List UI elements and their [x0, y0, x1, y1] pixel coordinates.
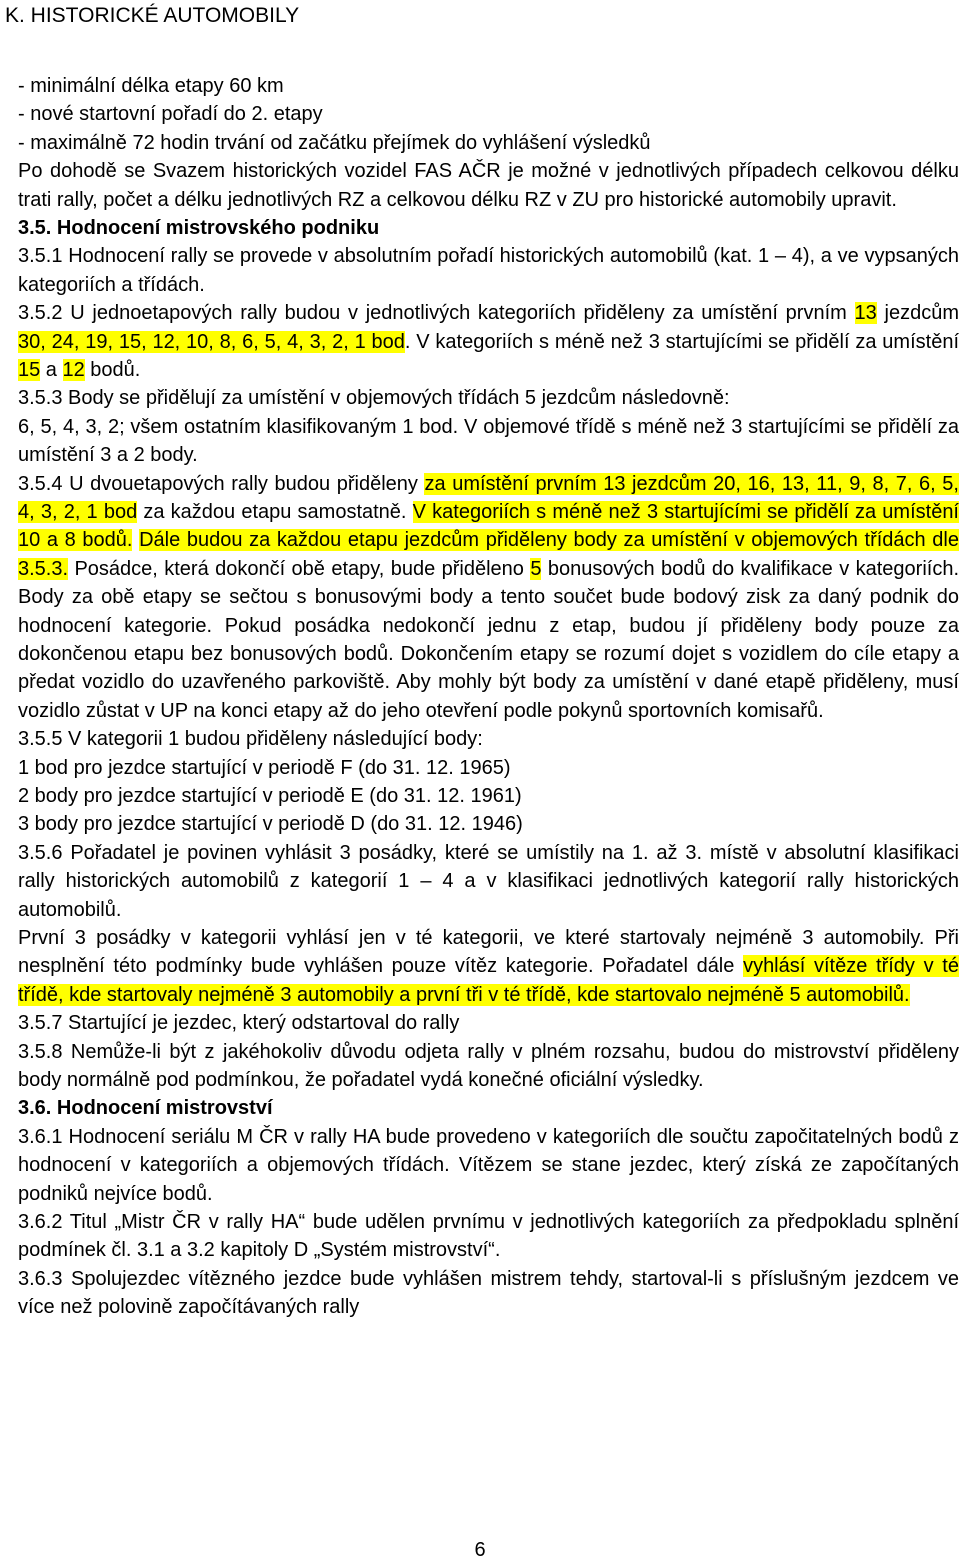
paragraph-3-5-6-continued: První 3 posádky v kategorii vyhlásí jen v té kategorii, ve které startovaly nejméně 3 automobily. Při nesplnění této podmínky bude vyhlášen pouze vítěz kategorie. Pořadatel dále vyhlásí vítěze třídy v té třídě, kde startovaly nejméně 3 automobily a první tři v té třídě, kde startovalo nejméně 5 automobilů. — [18, 927, 959, 1006]
paragraph-3-6-3: 3.6.3 Spolujezdec vítězného jezdce bude vyhlášen mistrem tehdy, startoval-li s příslušným jezdcem ve více než polovině započítávaných rally — [18, 1267, 959, 1319]
paragraph-3-5-7: 3.5.7 Startující je jezdec, který odstartoval do rally — [18, 1012, 460, 1035]
highlight: 30, 24, 19, 15, 12, 10, 8, 6, 5, 4, 3, 2, 1 bod — [18, 330, 405, 353]
highlight: 15 — [18, 359, 41, 381]
document-body — [18, 72, 959, 1322]
paragraph-3-5-6: 3.5.6 Pořadatel je povinen vyhlásit 3 posádky, které se umístily na 1. až 3. místě v absolutní klasifikaci rally historických automobilů z kategorií 1 – 4 a v klasifikaci jednotlivých kategorií rally historických automobilů. — [18, 841, 959, 921]
list-item: 2 body pro jezdce startující v periodě E (do 31. 12. 1961) — [18, 785, 522, 808]
paragraph-intro: Po dohodě se Svazem historických vozidel FAS AČR je možné v jednotlivých případech celkovou délku trati rally, počet a délku jednotlivých RZ a celkovou délku RZ v ZU pro historické automobily upravit. — [18, 160, 959, 211]
paragraph-3-6-1: 3.6.1 Hodnocení seriálu M ČR v rally HA bude provedeno v kategoriích dle součtu započitatelných bodů z hodnocení v kategoriích a objemových třídách. Vítězem se stane jezdec, který získá ze započítaných podniků nejvíce bodů. — [18, 1125, 959, 1205]
paragraph-3-5-8: 3.5.8 Nemůže-li být z jakéhokoliv důvodu odjeta rally v plném rozsahu, budou do mistrovství přiděleny body normálně pod podmínkou, že pořadatel vydá konečné oficiální výsledky. — [18, 1040, 959, 1092]
subsection-heading-3-6: 3.6. Hodnocení mistrovství — [18, 1097, 273, 1120]
section-title: K. HISTORICKÉ AUTOMOBILY — [5, 4, 300, 27]
list-item: 3 body pro jezdce startující v periodě D (do 31. 12. 1946) — [18, 813, 523, 836]
paragraph-3-6-2: 3.6.2 Titul „Mistr ČR v rally HA“ bude udělen prvnímu v jednotlivých kategoriích za předpokladu splnění podmínek čl. 3.1 a 3.2 kapitoly D „Systém mistrovství“. — [18, 1211, 959, 1262]
page-number: 6 — [474, 1539, 486, 1561]
highlight: 13 — [854, 302, 877, 325]
paragraph-3-5-3-head: 3.5.3 Body se přidělují za umístění v objemových třídách 5 jezdcům následovně: — [18, 387, 730, 410]
paragraph-3-5-5-head: 3.5.5 V kategorii 1 budou přiděleny následující body: — [18, 728, 483, 751]
highlight: V kategoriích s méně než 3 startujícími se přidělí za umístění 10 a 8 bodů. — [18, 501, 959, 552]
paragraph-3-5-3-body: 6, 5, 4, 3, 2; všem ostatním klasifikovaným 1 bod. V objemové třídě s méně než 3 startujícími se přidělí za umístění 3 a 2 body. — [18, 415, 959, 467]
list-item: - minimální délka etapy 60 km — [18, 75, 284, 97]
paragraph-3-5-4: 3.5.4 U dvouetapových rally budou přiděleny za umístění prvním 13 jezdcům 20, 16, 13, 11, 9, 8, 7, 6, 5, 4, 3, 2, 1 bod za každou etapu samostatně. V kategoriích s méně než 3 startujícími se přidělí za umístění 10 a 8 bodů. Dále budou za každou etapu jezdcům přiděleny body za umístění v objemových třídách dle 3.5.3. Posádce, která dokončí obě etapy, bude přiděleno 5 bonusových bodů do kvalifikace v kategoriích. Body za obě etapy se sečtou s bonusovými body a tento součet bude bodový zisk za daný podnik do hodnocení kategorie. Pokud posádka nedokončí jednu z etap, budou jí přiděleny body pouze za dokončenou etapu bez bonusových bodů. Dokončením etapy se rozumí dojet s vozidlem do cíle etapy a předat vozidlo do uzavřeného parkoviště. Aby mohly být body za umístění v dané etapě přiděleny, musí vozidlo zůstat v UP na konci etapy až do jeho otevření podle pokynů sportovních komisařů. — [18, 472, 959, 722]
subsection-heading-3-5: 3.5. Hodnocení mistrovského podniku — [18, 216, 380, 239]
list-item: - maximálně 72 hodin trvání od začátku přejímek do vyhlášení výsledků — [18, 131, 651, 154]
highlight: 12 — [62, 359, 85, 381]
list-item: - nové startovní pořadí do 2. etapy — [18, 103, 323, 126]
paragraph-3-5-2: 3.5.2 U jednoetapových rally budou v jednotlivých kategoriích přiděleny za umístění prvním 13 jezdcům 30, 24, 19, 15, 12, 10, 8, 6, 5, 4, 3, 2, 1 bod. V kategoriích s méně než 3 startujícími se přidělí za umístění 15 a 12 bodů. — [18, 302, 959, 381]
highlight: vyhlásí vítěze třídy v té třídě, kde startovaly nejméně 3 automobily a první tři v té třídě, kde startovalo nejméně 5 automobilů. — [18, 955, 959, 1006]
highlight: za umístění prvním 13 jezdcům 20, 16, 13, 11, 9, 8, 7, 6, 5, 4, 3, 2, 1 bod — [18, 472, 959, 524]
paragraph-3-5-1: 3.5.1 Hodnocení rally se provede v absolutním pořadí historických automobilů (kat. 1 – 4), a ve vypsaných kategoriích a třídách. — [18, 245, 959, 296]
list-item: 1 bod pro jezdce startující v periodě F (do 31. 12. 1965) — [18, 756, 511, 779]
highlight: Dále budou za každou etapu jezdcům přiděleny body za umístění v objemových třídách dle 3.5.3. — [18, 529, 959, 580]
highlight: 5 — [530, 557, 542, 580]
